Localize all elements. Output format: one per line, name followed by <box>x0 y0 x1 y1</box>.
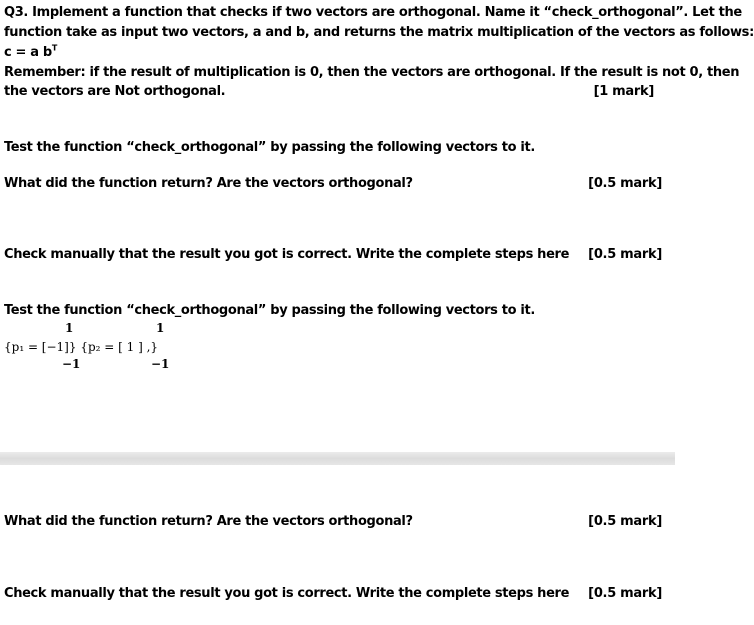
part2-question: What did the function return? Are the vectors orthogonal? <box>4 514 413 529</box>
part1-check-instruction: Check manually that the result you got is correct. Write the complete steps here <box>4 247 570 262</box>
question-line-4: the vectors are Not orthogonal. <box>4 84 226 99</box>
vector-definitions: {p₁ = [−1]} {p₂ = [ 1 ] ,} <box>4 340 159 354</box>
vector-p1-bottom: −1 <box>62 357 81 371</box>
part2-question-mark: [0.5 mark] <box>588 514 662 529</box>
part1-check-mark: [0.5 mark] <box>588 247 662 262</box>
vector-p2-bottom: −1 <box>151 357 170 371</box>
vector-p1-top: 1 <box>65 321 74 335</box>
part2-check-mark: [0.5 mark] <box>588 586 662 601</box>
question-line-1: Q3. Implement a function that checks if two vectors are orthogonal. Name it “check_orthogonal”. Let the <box>4 5 742 20</box>
part1-test-instruction: Test the function “check_orthogonal” by passing the following vectors to it. <box>4 140 535 155</box>
question-line-3: Remember: if the result of multiplication is 0, then the vectors are orthogonal. If the result is not 0, then <box>4 65 740 80</box>
question-formula <box>4 44 57 61</box>
formula-superscript: T <box>51 43 57 53</box>
vector-p2-top: 1 <box>156 321 165 335</box>
part1-question-mark: [0.5 mark] <box>588 176 662 191</box>
section-divider <box>0 452 675 465</box>
formula-base: c = a b <box>4 45 52 60</box>
part1-question: What did the function return? Are the vectors orthogonal? <box>4 176 413 191</box>
question-line-2: function take as input two vectors, a and b, and returns the matrix multiplication of the vectors as follows: <box>4 25 754 40</box>
part2-test-instruction: Test the function “check_orthogonal” by passing the following vectors to it. <box>4 303 535 318</box>
question-mark: [1 mark] <box>593 84 654 99</box>
part2-check-instruction: Check manually that the result you got is correct. Write the complete steps here <box>4 586 570 601</box>
